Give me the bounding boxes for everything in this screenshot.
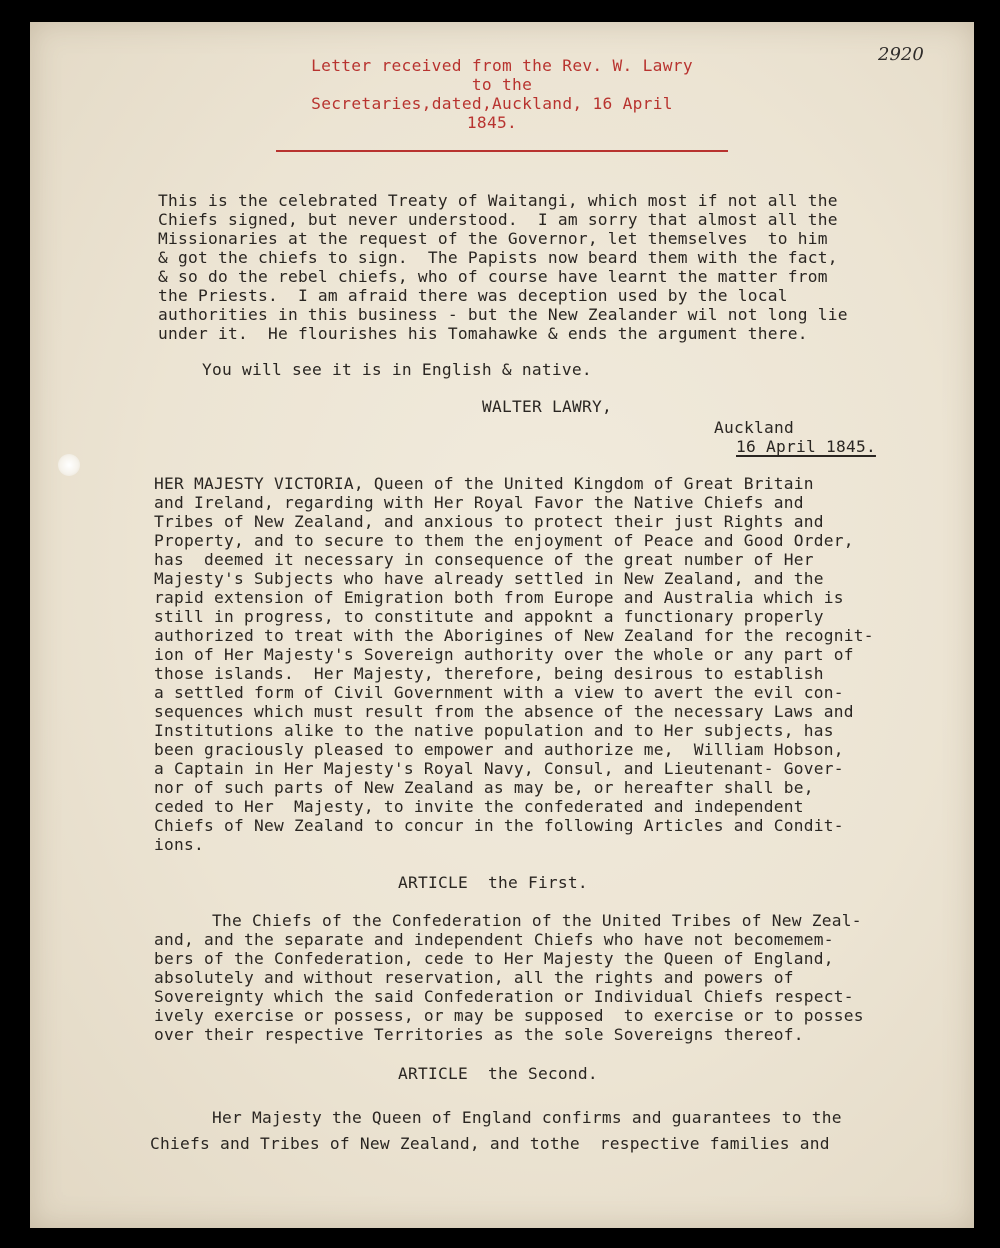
treaty-line: a settled form of Civil Government with a view to avert the evil con- <box>154 683 844 702</box>
treaty-line: over their respective Territories as the sole Sovereigns thereof. <box>154 1025 804 1044</box>
signature: WALTER LAWRY, <box>482 397 612 416</box>
treaty-line: has deemed it necessary in consequence of the great number of Her <box>154 550 814 569</box>
treaty-line: been graciously pleased to empower and authorize me, William Hobson, <box>154 740 844 759</box>
punch-hole <box>58 454 80 476</box>
treaty-line: authorized to treat with the Aborigines of New Zealand for the recognit- <box>154 626 874 645</box>
treaty-line: HER MAJESTY VICTORIA, Queen of the United Kingdom of Great Britain <box>154 474 814 493</box>
treaty-line: nor of such parts of New Zealand as may be, or hereafter shall be, <box>154 778 814 797</box>
letter-line: Chiefs signed, but never understood. I am sorry that almost all the <box>158 210 838 229</box>
header-rule <box>276 150 728 152</box>
letter-line: & got the chiefs to sign. The Papists now beard them with the fact, <box>158 248 838 267</box>
letter-paragraph-2: You will see it is in English & native. <box>202 360 592 379</box>
treaty-line: Property, and to secure to them the enjoyment of Peace and Good Order, <box>154 531 854 550</box>
treaty-line: sequences which must result from the absence of the necessary Laws and <box>154 702 854 721</box>
treaty-line: a Captain in Her Majesty's Royal Navy, Consul, and Lieutenant- Gover- <box>154 759 844 778</box>
treaty-line: Sovereignty which the said Confederation or Individual Chiefs respect- <box>154 987 854 1006</box>
treaty-line: and, and the separate and independent Chiefs who have not becomemem- <box>154 930 834 949</box>
treaty-line: ively exercise or possess, or may be supposed to exercise or to posses <box>154 1006 864 1025</box>
letter-line: authorities in this business - but the New Zealander wil not long lie <box>158 305 848 324</box>
treaty-line: absolutely and without reservation, all the rights and powers of <box>154 968 794 987</box>
letter-line: under it. He flourishes his Tomahawke & ends the argument there. <box>158 324 808 343</box>
letter-date: 16 April 1845. <box>736 437 876 456</box>
treaty-line: ion of Her Majesty's Sovereign authority over the whole or any part of <box>154 645 854 664</box>
treaty-line: Majesty's Subjects who have already settled in New Zealand, and the <box>154 569 824 588</box>
treaty-line: bers of the Confederation, cede to Her Majesty the Queen of England, <box>154 949 834 968</box>
letter-line: the Priests. I am afraid there was deception used by the local <box>158 286 788 305</box>
treaty-line: Tribes of New Zealand, and anxious to protect their just Rights and <box>154 512 824 531</box>
treaty-line: rapid extension of Emigration both from Europe and Australia which is <box>154 588 844 607</box>
treaty-line: Institutions alike to the native population and to Her subjects, has <box>154 721 834 740</box>
treaty-line: Chiefs and Tribes of New Zealand, and tothe respective families and <box>150 1134 830 1153</box>
letter-line: This is the celebrated Treaty of Waitangi, which most if not all the <box>158 191 838 210</box>
header-line-4: 1845. <box>466 113 518 132</box>
treaty-line: ions. <box>154 835 204 854</box>
article-1-heading: ARTICLE the First. <box>398 873 588 892</box>
page-number: 2920 <box>878 44 924 65</box>
treaty-line: and Ireland, regarding with Her Royal Favor the Native Chiefs and <box>154 493 804 512</box>
treaty-line: Chiefs of New Zealand to concur in the following Articles and Condit- <box>154 816 844 835</box>
document-page <box>30 22 974 1228</box>
treaty-line: Her Majesty the Queen of England confirms and guarantees to the <box>212 1108 842 1127</box>
letter-place: Auckland <box>714 418 794 437</box>
letter-line: Missionaries at the request of the Governor, let themselves to him <box>158 229 828 248</box>
treaty-line: The Chiefs of the Confederation of the United Tribes of New Zeal- <box>212 911 862 930</box>
article-2-heading: ARTICLE the Second. <box>398 1064 598 1083</box>
header-line-3: Secretaries,dated,Auckland, 16 April <box>311 94 673 113</box>
letter-line: & so do the rebel chiefs, who of course have learnt the matter from <box>158 267 828 286</box>
treaty-line: still in progress, to constitute and appoknt a functionary properly <box>154 607 824 626</box>
header-line-2: to the <box>471 75 533 94</box>
header-line-1: Letter received from the Rev. W. Lawry <box>311 56 693 75</box>
treaty-line: those islands. Her Majesty, therefore, being desirous to establish <box>154 664 824 683</box>
treaty-line: ceded to Her Majesty, to invite the confederated and independent <box>154 797 804 816</box>
